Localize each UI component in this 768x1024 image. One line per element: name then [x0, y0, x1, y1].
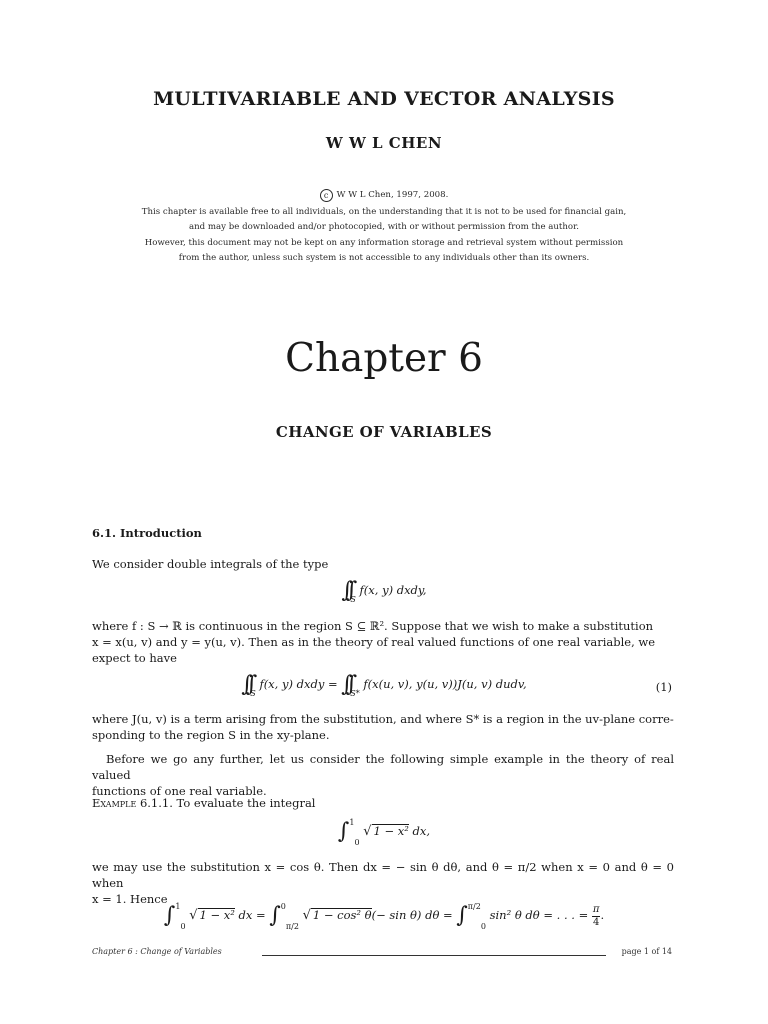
double-integral-sign: ∫∫	[341, 578, 351, 603]
footer-rule	[262, 955, 606, 956]
footer-chapter: Chapter 6 : Change of Variables	[92, 947, 222, 956]
lower-limit: 0	[354, 838, 360, 847]
section-heading: 6.1. Introduction	[92, 526, 202, 540]
equation-2	[0, 818, 768, 847]
footer-page-number: page 1 of 14	[621, 947, 672, 956]
paragraph-1-line-2: x = x(u, v) and y = y(u, v). Then as in the theory of real valued functions of one real variable, we	[92, 635, 656, 649]
integral-subscript: S	[350, 595, 356, 604]
copyright-line	[0, 188, 768, 205]
paragraph-1-line-3: expect to have	[92, 651, 177, 665]
fraction-numerator: π	[592, 903, 600, 915]
upper-limit: 0	[280, 902, 286, 911]
example-label: Example 6.1.1.	[92, 796, 173, 810]
author-name: W W L CHEN	[325, 134, 443, 152]
equation-1-left: f(x, y) dxdy =	[259, 677, 338, 691]
integral-subscript: S*	[350, 689, 360, 698]
radicand: 1 − x²	[373, 824, 409, 838]
upper-limit: 1	[175, 902, 181, 911]
equation-3-period: .	[600, 908, 605, 922]
paragraph-1	[92, 618, 674, 666]
notice-line-1: This chapter is available free to all individuals, on the understanding that it is not to be used for financial gain,	[141, 206, 627, 217]
radical-sign: √	[363, 824, 372, 839]
equation-3-part-b: (− sin θ) dθ =	[371, 908, 453, 922]
paragraph-2-line-2: sponding to the region S in the xy-plane.	[92, 728, 330, 742]
equation-3-part-c: sin² θ dθ = . . . =	[489, 908, 589, 922]
equation-body: f(x, y) dxdy,	[359, 583, 427, 597]
integral-sign: ∫	[337, 819, 350, 844]
integral-sign: ∫	[163, 903, 176, 928]
copyright-notice	[0, 188, 768, 267]
paragraph-4-line-2: x = 1. Hence	[92, 892, 168, 906]
equation-3	[0, 902, 768, 931]
paragraph-3-line-1: Before we go any further, let us consider the following simple example in the theory of real valued	[92, 752, 674, 782]
lower-limit: π/2	[285, 922, 299, 931]
intro-paragraph: We consider double integrals of the type	[92, 557, 329, 571]
copyright-text: W W L Chen, 1997, 2008.	[336, 190, 449, 200]
paragraph-4-line-1: we may use the substitution x = cos θ. Then dx = − sin θ dθ, and θ = π/2 when x = 0 and θ = 0 when	[92, 860, 674, 890]
paragraph-3-line-2: functions of one real variable.	[92, 784, 267, 798]
integral-subscript: S	[250, 689, 256, 698]
radicand: 1 − cos² θ	[312, 908, 372, 922]
radicand: 1 − x²	[199, 908, 235, 922]
paragraph-1-line-1: where f : S → ℝ is continuous in the region S ⊆ ℝ². Suppose that we wish to make a substitution	[92, 619, 654, 633]
paragraph-4	[92, 859, 674, 907]
integral-sign: ∫	[269, 903, 281, 928]
equation-number: (1)	[655, 680, 672, 694]
double-integral-sign: ∫∫	[241, 672, 251, 697]
fraction-denominator: 4	[592, 916, 600, 928]
notice-line-3: However, this document may not be kept on any information storage and retrieval system without permission	[144, 237, 624, 248]
example-heading	[92, 795, 674, 811]
double-integral-sign: ∫∫	[341, 672, 351, 697]
equation-3-part-a: dx =	[238, 908, 266, 922]
chapter-subtitle: CHANGE OF VARIABLES	[275, 423, 493, 441]
integral-sign: ∫	[456, 903, 468, 928]
notice-line-4: from the author, unless such system is not accessible to any individuals other than its owners.	[178, 253, 590, 264]
paragraph-3	[92, 751, 674, 799]
copyright-icon: c	[320, 189, 333, 202]
equation-1	[0, 674, 768, 698]
upper-limit: 1	[349, 818, 355, 827]
book-title: MULTIVARIABLE AND VECTOR ANALYSIS	[153, 88, 615, 110]
equation-1-right: f(x(u, v), y(u, v))J(u, v) dudv,	[363, 677, 527, 691]
paragraph-2	[92, 711, 674, 743]
lower-limit: 0	[180, 922, 186, 931]
radical-sign: √	[302, 908, 311, 923]
example-text: To evaluate the integral	[176, 796, 316, 810]
notice-line-2: and may be downloaded and/or photocopied, with or without permission from the author.	[189, 222, 579, 233]
equation-2-tail: dx,	[412, 824, 431, 838]
equation-double-integral	[0, 580, 768, 604]
upper-limit: π/2	[467, 902, 481, 911]
chapter-title: Chapter 6	[285, 336, 483, 381]
paragraph-2-line-1: where J(u, v) is a term arising from the substitution, and where S* is a region in the uv-plane corre-	[92, 712, 674, 726]
lower-limit: 0	[480, 922, 486, 931]
radical-sign: √	[189, 908, 198, 923]
